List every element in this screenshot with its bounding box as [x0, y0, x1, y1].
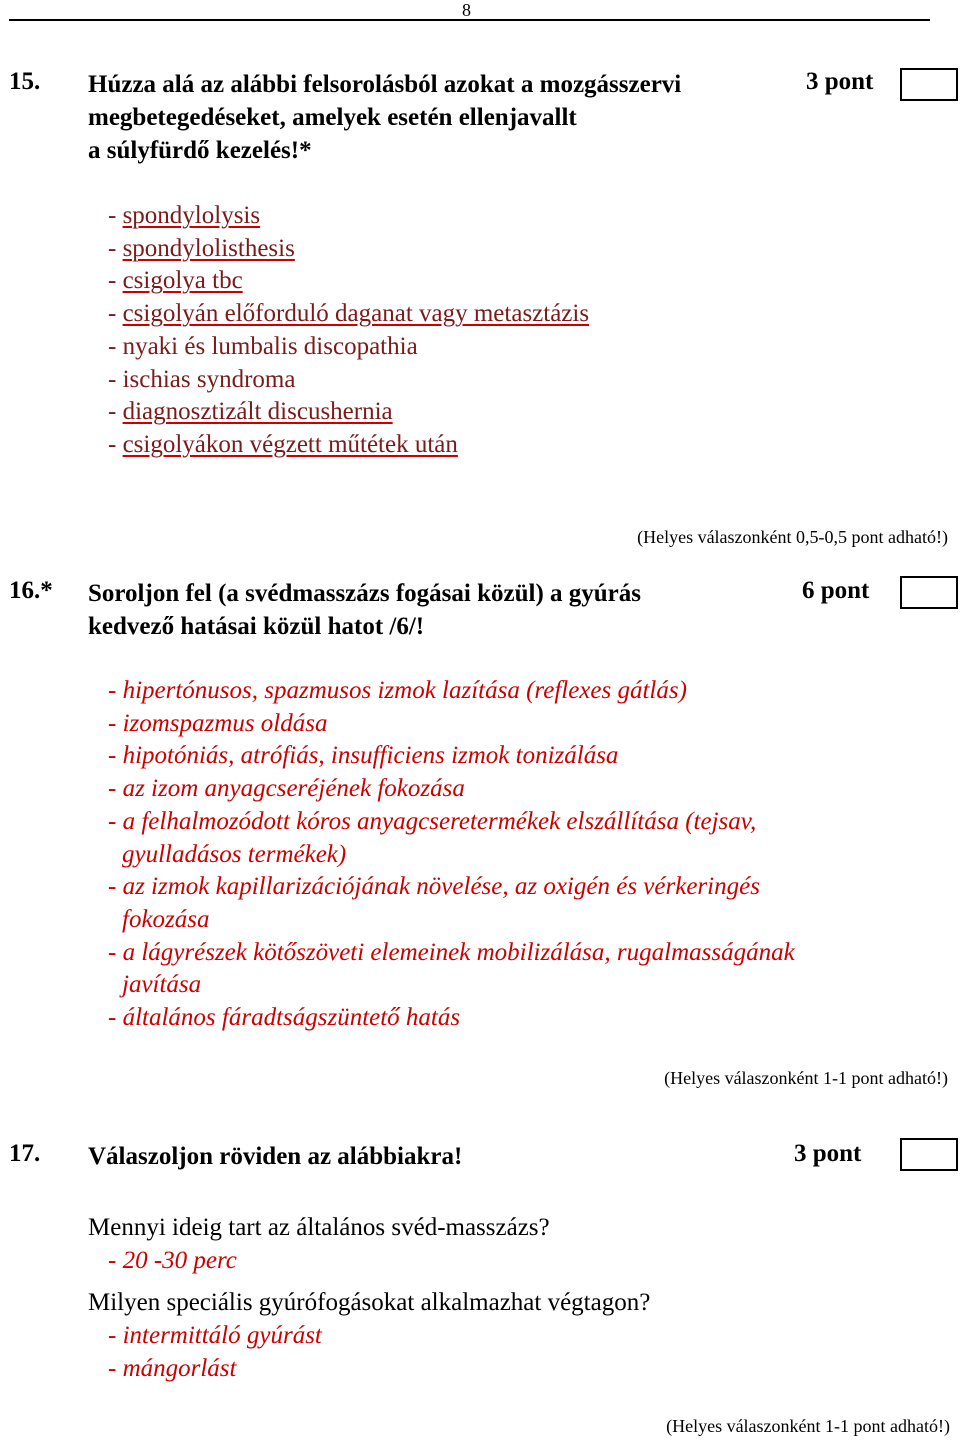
q16-line-1: Soroljon fel (a svédmasszázs fogásai közül) a gyúrás — [88, 580, 642, 607]
q15-scoring-note: (Helyes válaszonként 0,5-0,5 pont adható!) — [637, 527, 948, 547]
q15-question — [88, 68, 681, 167]
q17-answer-2a: - intermittáló gyúrást — [108, 1322, 322, 1349]
q15-score-box[interactable] — [900, 68, 958, 101]
answer-line: - a felhalmozódott kóros anyagcseretermékek elszállítása (tejsav, — [108, 807, 757, 835]
q16-line-2: kedvező hatásai közül hatot /6/! — [88, 613, 425, 640]
q16-points: 6 pont — [802, 577, 870, 604]
q16-score-box[interactable] — [900, 576, 958, 609]
q15-line-3: a súlyfürdő kezelés!* — [88, 137, 312, 164]
q15-points: 3 pont — [806, 68, 874, 95]
answer-line: gyulladásos termékek) — [122, 840, 347, 868]
list-item: - spondylolisthesis — [108, 234, 295, 262]
q17-question-1: Mennyi ideig tart az általános svéd-masszázs? — [88, 1214, 550, 1241]
q15-item-list — [108, 200, 589, 462]
q15-number: 15. — [9, 68, 41, 95]
list-item: - csigolya tbc — [108, 267, 243, 295]
list-item: - nyaki és lumbalis discopathia — [108, 332, 418, 360]
q16-answer-list — [108, 675, 795, 1035]
answer-line: - hipotóniás, atrófiás, insufficiens izmok tonizálása — [108, 742, 619, 770]
q16-scoring-note: (Helyes válaszonként 1-1 pont adható!) — [664, 1068, 948, 1088]
q17-answer-1: - 20 -30 perc — [108, 1247, 237, 1274]
answer-line: - hipertónusos, spazmusos izmok lazítása (reflexes gátlás) — [108, 677, 687, 704]
q17-score-box[interactable] — [900, 1138, 958, 1171]
list-item: - csigolyákon végzett műtétek után — [108, 430, 458, 458]
answer-line: fokozása — [122, 905, 210, 933]
header-rule — [9, 19, 930, 21]
answer-line: - az izmok kapillarizációjának növelése, az oxigén és vérkeringés — [108, 873, 760, 901]
q16-number: 16.* — [9, 577, 53, 604]
q17-points: 3 pont — [794, 1140, 862, 1167]
q17-scoring-note: (Helyes válaszonként 1-1 pont adható!) — [666, 1416, 950, 1436]
list-item: - spondylolysis — [108, 202, 261, 229]
answer-line: - izomspazmus oldása — [108, 709, 328, 737]
q15-line-1: Húzza alá az alábbi felsorolásból azokat a mozgásszervi — [88, 71, 682, 98]
list-item: - csigolyán előforduló daganat vagy metasztázis — [108, 300, 590, 328]
answer-line: - a lágyrészek kötőszöveti elemeinek mobilizálása, rugalmasságának — [108, 938, 795, 966]
list-item: - diagnosztizált discushernia — [108, 398, 393, 426]
q16-question — [88, 577, 641, 643]
q17-question-2: Milyen speciális gyúrófogásokat alkalmazhat végtagon? — [88, 1289, 651, 1316]
q17-title: Válaszoljon röviden az alábbiakra! — [88, 1143, 463, 1170]
answer-line: - általános fáradtságszüntető hatás — [108, 1004, 461, 1032]
answer-line: javítása — [122, 971, 202, 999]
page-number: 8 — [462, 0, 471, 20]
q17-number: 17. — [9, 1140, 41, 1167]
q15-line-2: megbetegedéseket, amelyek esetén ellenjavallt — [88, 104, 577, 131]
q17-answer-2b: - mángorlást — [108, 1355, 237, 1382]
list-item: - ischias syndroma — [108, 365, 296, 393]
answer-line: - az izom anyagcseréjének fokozása — [108, 775, 465, 803]
